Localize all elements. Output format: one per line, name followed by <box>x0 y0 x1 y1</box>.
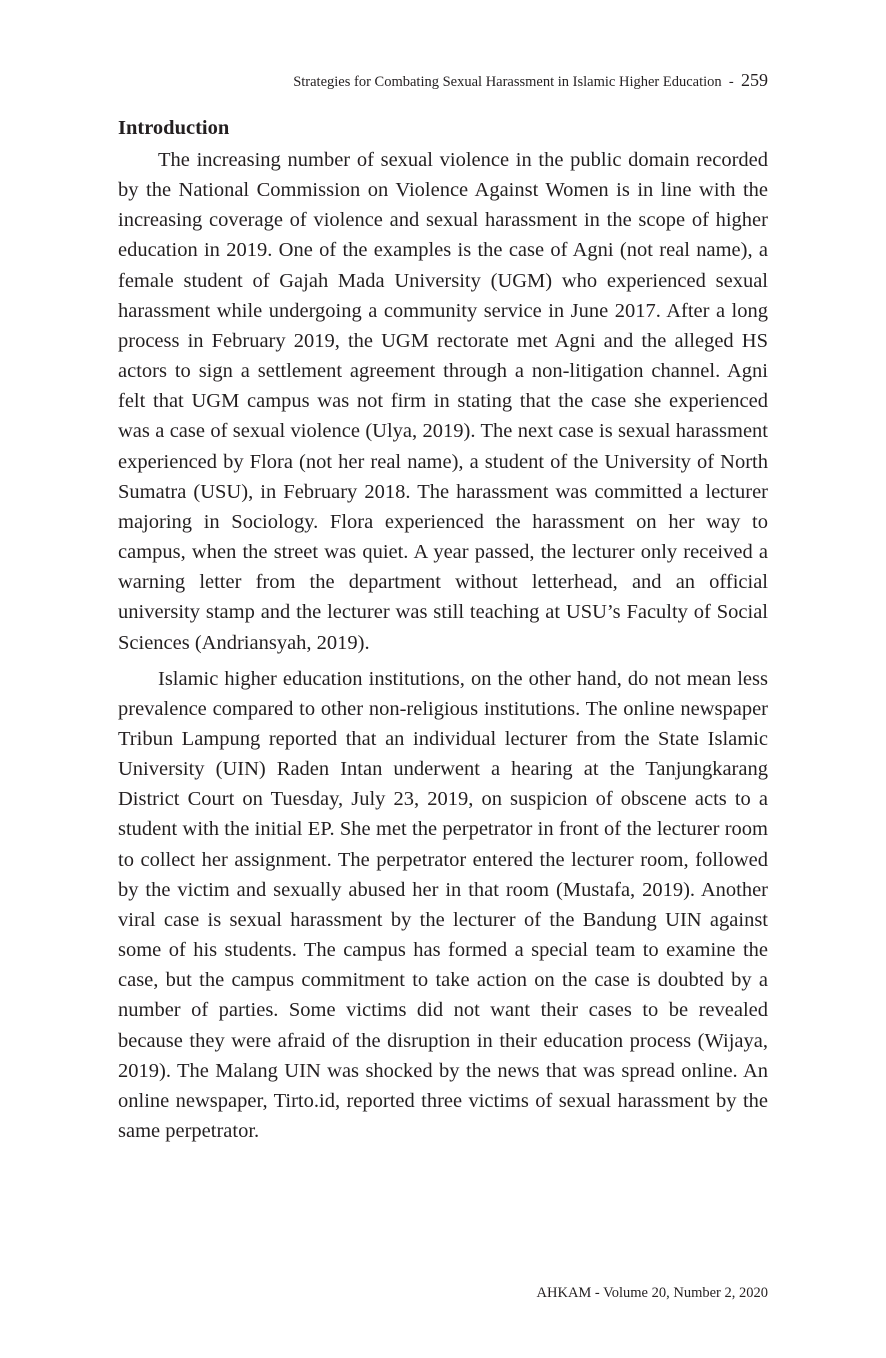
paragraph-2: Islamic higher education institutions, on the other hand, do not mean less prevalence compared to other non-religious institutions. The online newspaper Tribun Lampung reported that an individual lecturer from the State Islamic University (UIN) Raden Intan underwent a hearing at the Tanjungkarang District Court on Tuesday, July 23, 2019, on suspicion of obscene acts to a student with the initial EP. She met the perpetrator in front of the lecturer room to collect her assignment. The perpetrator entered the lecturer room, followed by the victim and sexually abused her in that room (Mustafa, 2019). Another viral case is sexual harassment by the lecturer of the Bandung UIN against some of his students. The campus has formed a special team to examine the case, but the campus commitment to take action on the case is doubted by a number of parties. Some victims did not want their cases to be revealed because they were afraid of the disruption in their education process (Wijaya, 2019). The Malang UIN was shocked by the news that was spread online. An online newspaper, Tirto.id, reported three victims of sexual harassment by the same perpetrator. <box>118 667 768 1142</box>
running-footer <box>118 1283 768 1303</box>
running-title: Strategies for Combating Sexual Harassment in Islamic Higher Education <box>293 74 722 90</box>
header-separator: - <box>728 74 734 90</box>
page-number: 259 <box>741 70 768 90</box>
paragraph-1: The increasing number of sexual violence in the public domain recorded by the National Commission on Violence Against Women is in line with the increasing coverage of violence and sexual harassment in the scope of higher education in 2019. One of the examples is the case of Agni (not real name), a female student of Gajah Mada University (UGM) who experienced sexual harassment while undergoing a community service in June 2017. After a long process in February 2019, the UGM rectorate met Agni and the alleged HS actors to sign a settlement agreement through a non-litigation channel. Agni felt that UGM campus was not firm in stating that the case she experienced was a case of sexual violence (Ulya, 2019). The next case is sexual harassment experienced by Flora (not her real name), a student of the University of North Sumatra (USU), in February 2018. The harassment was committed a lecturer majoring in Sociology. Flora experienced the harassment on her way to campus, when the street was quiet. A year passed, the lecturer only received a warning letter from the department without letterhead, and an official university stamp and the lecturer was still teaching at USU’s Faculty of Social Sciences (Andriansyah, 2019). <box>118 149 768 654</box>
running-header <box>118 70 768 92</box>
section-heading: Introduction <box>118 117 230 139</box>
journal-info: AHKAM - Volume 20, Number 2, 2020 <box>536 1285 768 1301</box>
main-content <box>118 114 768 1146</box>
